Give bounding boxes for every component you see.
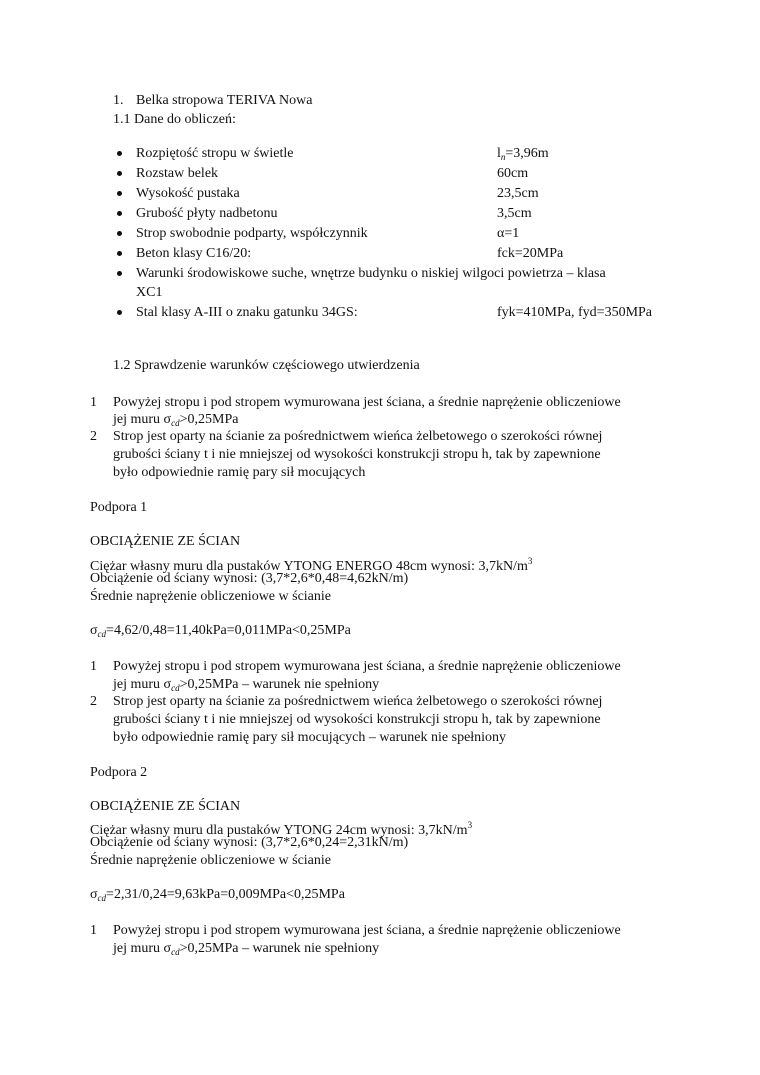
param-value: 23,5cm — [497, 186, 539, 201]
support-1-formula: $\sigma_{cd}=4,62/0,48=11,40kPa=0,011MPa<0,25MPa$ — [90, 623, 351, 639]
support-1-line: Średnie naprężenie obliczeniowe w ścianie — [90, 589, 332, 604]
heading-number: 1. — [113, 93, 124, 108]
param-value: 60cm — [497, 166, 529, 181]
param-value: fck=20MPa — [497, 246, 564, 261]
subheading-conditions: 1.2 Sprawdzenie warunków częściowego utwierdzenia — [113, 358, 420, 373]
support-1-line: Ciężar własny muru dla pustaków YTONG ENERGO 48cm wynosi: $3,7kN/m^3$ — [90, 556, 533, 574]
param-label: Beton klasy C16/20: — [136, 246, 252, 261]
bullet-icon — [117, 171, 122, 176]
param-label: Warunki środowiskowe suche, wnętrze budynku o niskiej wilgoci powietrza – klasa — [136, 266, 606, 281]
condition-number: 1 — [90, 923, 97, 938]
condition-number: 2 — [90, 429, 97, 444]
support-2-line: Ciężar własny muru dla pustaków YTONG 24cm wynosi: $3,7kN/m^3$ — [90, 820, 473, 838]
support-1-load-title: OBCIĄŻENIE ZE ŚCIAN — [90, 534, 241, 549]
bullet-icon — [117, 211, 122, 216]
condition-number: 1 — [90, 659, 97, 674]
support-2-load-title: OBCIĄŻENIE ZE ŚCIAN — [90, 799, 241, 814]
param-label: Stal klasy A-III o znaku gatunku 34GS: — [136, 305, 358, 320]
param-label: Strop swobodnie podparty, współczynnik — [136, 226, 368, 241]
condition-text-cont: było odpowiednie ramię pary sił mocujących – warunek nie spełniony — [113, 730, 507, 745]
condition-text: Powyżej stropu i pod stropem wymurowana jest ściana, a średnie naprężenie obliczeniowe — [113, 659, 621, 674]
param-label: Grubość płyty nadbetonu — [136, 206, 278, 221]
condition-text-cont: jej muru $\sigma_{cd}>0,25MPa$ – warunek nie spełniony — [113, 941, 380, 957]
param-value: 3,5cm — [497, 206, 532, 221]
condition-number: 1 — [90, 395, 97, 410]
condition-text-cont: grubości ściany t i nie mniejszej od wysokości konstrukcji stropu h, tak by zapewnione — [113, 712, 601, 727]
param-value: α=1 — [497, 226, 520, 241]
condition-number: 2 — [90, 694, 97, 709]
condition-text-cont: było odpowiednie ramię pary sił mocujących — [113, 465, 366, 480]
bullet-icon — [117, 271, 122, 276]
param-label: Wysokość pustaka — [136, 186, 240, 201]
param-label: Rozpiętość stropu w świetle — [136, 146, 294, 161]
param-label-cont: XC1 — [136, 285, 163, 300]
condition-text: Strop jest oparty na ścianie za pośrednictwem wieńca żelbetowego o szerokości równej — [113, 429, 603, 444]
condition-text: Strop jest oparty na ścianie za pośrednictwem wieńca żelbetowego o szerokości równej — [113, 694, 603, 709]
bullet-icon — [117, 231, 122, 236]
support-1-title: Podpora 1 — [90, 500, 148, 515]
bullet-icon — [117, 151, 122, 156]
support-2-title: Podpora 2 — [90, 765, 148, 780]
support-2-line: Średnie naprężenie obliczeniowe w ścianie — [90, 853, 332, 868]
support-2-formula: $\sigma_{cd}=2,31/0,24=9,63kPa=0,009MPa<0,25MPa$ — [90, 887, 345, 903]
subheading-data: 1.1 Dane do obliczeń: — [113, 112, 236, 127]
support-2-line: Obciążenie od ściany wynosi: (3,7*2,6*0,24=2,31kN/m) — [90, 835, 409, 850]
heading-title: Belka stropowa TERIVA Nowa — [136, 93, 313, 108]
bullet-icon — [117, 310, 122, 315]
condition-text: Powyżej stropu i pod stropem wymurowana jest ściana, a średnie naprężenie obliczeniowe — [113, 923, 621, 938]
bullet-icon — [117, 191, 122, 196]
param-label: Rozstaw belek — [136, 166, 219, 181]
support-1-line: Obciążenie od ściany wynosi: (3,7*2,6*0,48=4,62kN/m) — [90, 571, 409, 586]
condition-text-cont: grubości ściany t i nie mniejszej od wysokości konstrukcji stropu h, tak by zapewnione — [113, 447, 601, 462]
condition-text-cont: jej muru $\sigma_{cd}>0,25MPa$ — [113, 412, 239, 428]
param-value: $l_n=3,96m$ — [497, 146, 549, 162]
condition-text-cont: jej muru $\sigma_{cd}>0,25MPa$ – warunek nie spełniony — [113, 677, 380, 693]
bullet-icon — [117, 251, 122, 256]
condition-text: Powyżej stropu i pod stropem wymurowana jest ściana, a średnie naprężenie obliczeniowe — [113, 395, 621, 410]
param-value: fyk=410MPa, fyd=350MPa — [497, 305, 653, 320]
